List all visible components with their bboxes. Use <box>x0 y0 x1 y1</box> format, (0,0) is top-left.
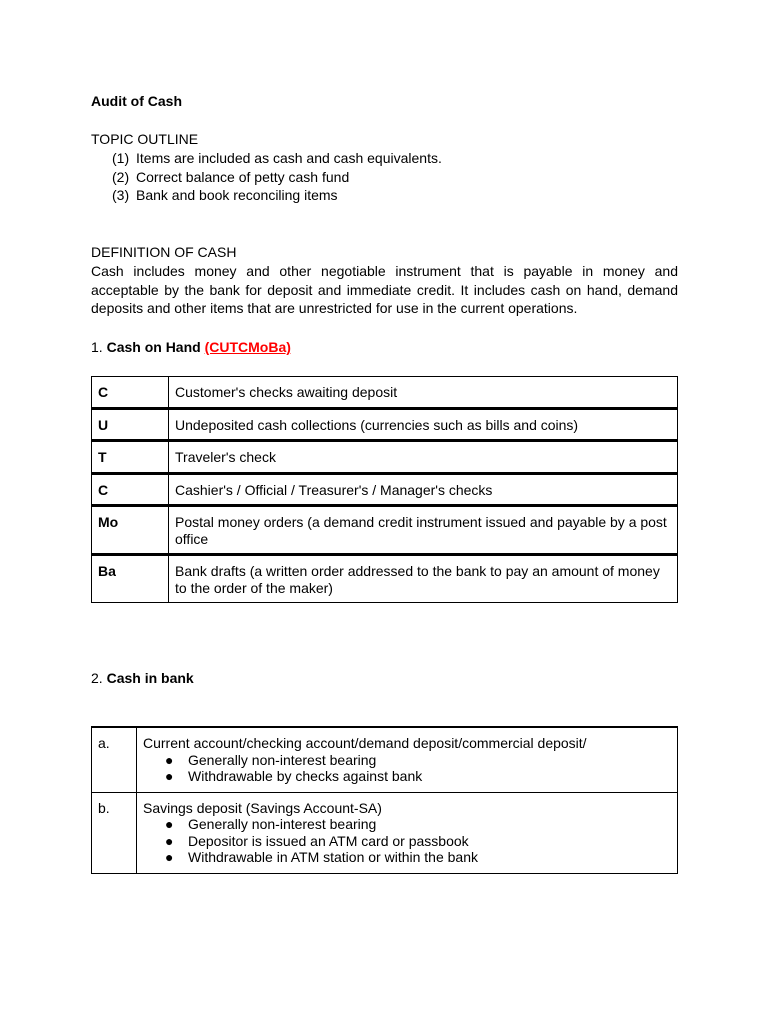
bullet-icon: ● <box>165 849 174 865</box>
row-description: Bank drafts (a written order addressed to the bank to pay an amount of money to the order of the maker) <box>169 555 678 603</box>
row-description: Postal money orders (a demand credit instrument issued and payable by a post office <box>169 506 678 555</box>
bullet-text: Generally non-interest bearing <box>188 751 377 768</box>
bullet-icon: ● <box>165 768 174 784</box>
mnemonic-label: (CUTCMoBa) <box>204 339 291 355</box>
topic-outline-list <box>112 149 442 205</box>
row-description: Cashier's / Official / Treasurer's / Manager's checks <box>169 473 678 506</box>
table-row <box>92 506 678 555</box>
row-letter: b. <box>92 792 137 873</box>
table-row <box>92 792 678 873</box>
topic-outline-heading: TOPIC OUTLINE <box>91 131 199 147</box>
bullet-item <box>165 849 671 866</box>
row-letter: a. <box>92 727 137 792</box>
outline-item <box>112 186 442 205</box>
table-row <box>92 555 678 603</box>
row-description: Traveler's check <box>169 441 678 474</box>
table-row <box>92 473 678 506</box>
row-code: Ba <box>92 555 169 603</box>
outline-number: (3) <box>112 187 130 203</box>
outline-text: Bank and book reconciling items <box>136 187 338 203</box>
row-content <box>137 792 678 873</box>
bullet-icon: ● <box>165 751 174 768</box>
outline-number: (1) <box>112 150 130 166</box>
section-number: 2. <box>91 670 103 686</box>
table-row <box>92 727 678 792</box>
cash-in-bank-table <box>91 726 678 874</box>
row-description: Customer's checks awaiting deposit <box>169 377 678 409</box>
outline-item <box>112 149 442 168</box>
cash-on-hand-table <box>91 376 678 603</box>
table-row <box>92 377 678 409</box>
bullet-item <box>165 832 671 850</box>
row-code: T <box>92 441 169 474</box>
bullet-icon: ● <box>165 832 174 849</box>
row-heading: Current account/checking account/demand deposit/commercial deposit/ <box>143 735 587 751</box>
section-label: Cash on Hand <box>106 339 201 355</box>
bullet-text: Depositor is issued an ATM card or passbook <box>188 832 469 849</box>
section-label: Cash in bank <box>106 670 194 686</box>
bullet-text: Withdrawable by checks against bank <box>188 768 423 784</box>
row-description: Undeposited cash collections (currencies such as bills and coins) <box>169 408 678 441</box>
row-content <box>137 727 678 792</box>
outline-item <box>112 168 442 187</box>
document-title: Audit of Cash <box>91 93 182 109</box>
bullet-icon: ● <box>165 816 174 832</box>
row-code: Mo <box>92 506 169 555</box>
bullet-item <box>165 816 671 833</box>
bullet-text: Withdrawable in ATM station or within the bank <box>188 849 478 865</box>
bullet-item <box>165 751 671 769</box>
definition-heading: DEFINITION OF CASH <box>91 244 237 260</box>
bullet-list <box>143 816 671 866</box>
row-code: C <box>92 377 169 409</box>
bullet-list <box>143 752 671 785</box>
section-number: 1. <box>91 339 103 355</box>
row-code: C <box>92 473 169 506</box>
outline-text: Correct balance of petty cash fund <box>136 168 350 185</box>
definition-body: Cash includes money and other negotiable instrument that is payable in money and acceptable by the bank for deposit and immediate credit. It includes cash on hand, demand deposits and other items that are unrestricted for use in the current operations. <box>91 263 678 316</box>
row-heading: Savings deposit (Savings Account-SA) <box>143 799 382 816</box>
bullet-text: Generally non-interest bearing <box>188 816 377 832</box>
table-row <box>92 408 678 441</box>
table-row <box>92 441 678 474</box>
outline-number: (2) <box>112 168 130 185</box>
cash-on-hand-heading <box>91 338 291 356</box>
row-code: U <box>92 408 169 441</box>
outline-text: Items are included as cash and cash equivalents. <box>136 150 442 166</box>
bullet-item <box>165 768 671 785</box>
cash-in-bank-heading <box>91 669 194 687</box>
